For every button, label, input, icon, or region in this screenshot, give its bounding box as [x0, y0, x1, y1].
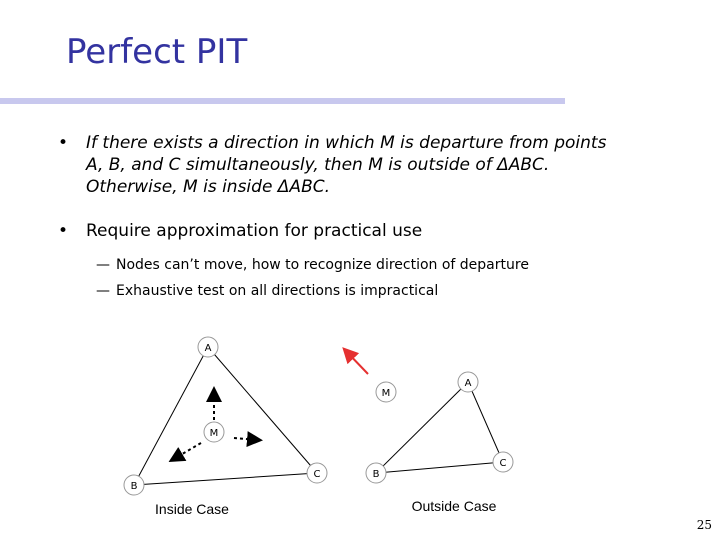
page-number: 25: [696, 518, 712, 532]
bullet-2-text: Require approximation for practical use: [86, 221, 423, 241]
bullet-2: [58, 220, 698, 242]
node-a-label: A: [204, 343, 212, 354]
sub-bullet-2: [96, 282, 438, 300]
node-c-label: C: [313, 469, 321, 480]
node-a-label: A: [464, 378, 472, 389]
bullet-marker: •: [58, 133, 69, 153]
pit-diagram: [0, 320, 720, 530]
bullet-1-text: [86, 132, 698, 198]
departure-arrow: [345, 350, 368, 374]
node-b-label: B: [130, 481, 138, 492]
sub-bullet-2-text: Exhaustive test on all directions is impractical: [116, 283, 439, 299]
node-m-label: M: [381, 388, 391, 399]
edge-bc: [376, 462, 503, 473]
bullet-1: [58, 132, 698, 198]
edge-ac: [208, 347, 317, 473]
edge-ab: [134, 347, 208, 485]
sub-bullet-1-text: Nodes can’t move, how to recognize direction of departure: [116, 257, 529, 273]
departure-arrow-left: [172, 443, 201, 460]
title-underline: [0, 98, 565, 104]
departure-arrow-right: [234, 438, 259, 440]
node-m-label: M: [209, 428, 219, 439]
sub-bullet-marker: —: [96, 283, 110, 299]
inside-case-caption: Inside Case: [155, 501, 229, 517]
bullet-1-line-3: Otherwise, M is inside ΔABC.: [86, 177, 331, 197]
bullet-marker: •: [58, 221, 69, 241]
inside-case-diagram: [124, 337, 327, 517]
node-b-label: B: [372, 469, 380, 480]
outside-case-caption: Outside Case: [411, 498, 497, 514]
sub-bullet-1: [96, 256, 529, 274]
edge-bc: [134, 473, 317, 485]
bullet-1-line-1: If there exists a direction in which M is departure from points: [86, 133, 607, 153]
outside-case-diagram: [345, 350, 513, 514]
edge-ac: [468, 382, 503, 462]
bullet-1-line-2: A, B, and C simultaneously, then M is outside of ΔABC.: [86, 155, 550, 175]
slide-title: Perfect PIT: [66, 32, 248, 72]
sub-bullet-marker: —: [96, 257, 110, 273]
node-c-label: C: [499, 458, 507, 469]
